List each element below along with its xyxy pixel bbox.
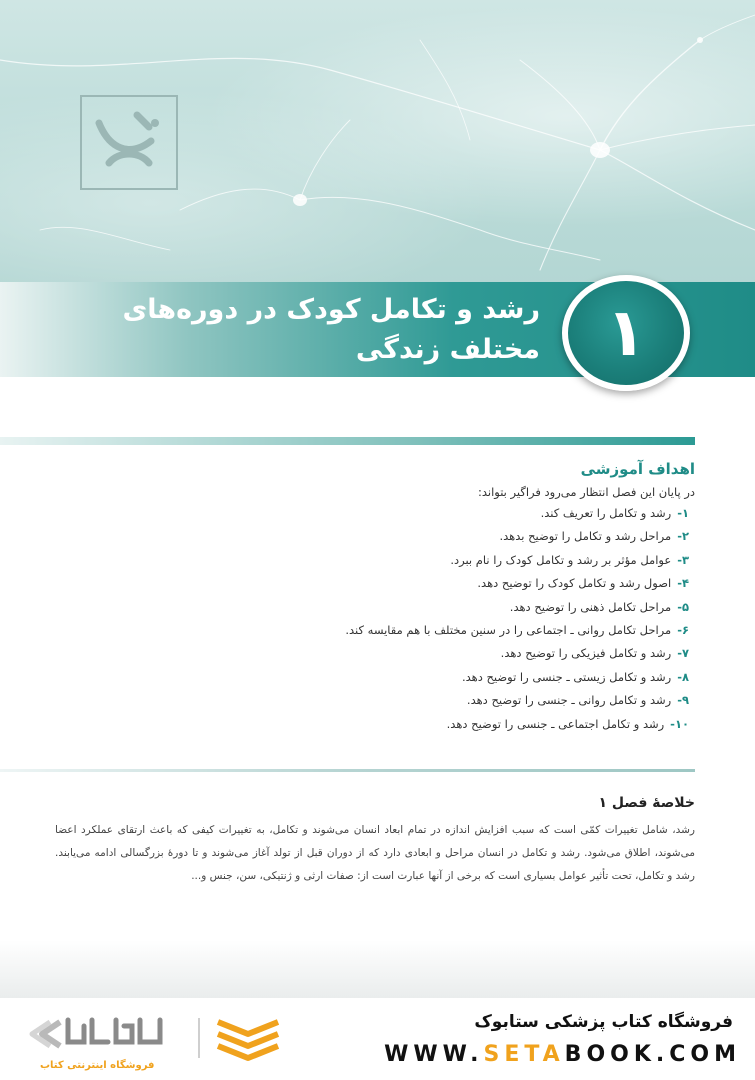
objective-number: ۸- <box>677 669 689 684</box>
objective-item <box>55 549 695 572</box>
objective-number: ۵- <box>677 599 689 614</box>
objectives-list <box>55 502 695 736</box>
store-url-accent: SETA <box>483 1042 565 1067</box>
chapter-number-badge <box>562 275 690 391</box>
chapter-number: ۱ <box>605 294 647 371</box>
objective-item <box>55 642 695 665</box>
summary-paragraph: رشد، شامل تغییرات کمّی است که سبب افزایش اندازه در تمام ابعاد انسان می‌شوند و تکامل، به تغییرات کیفی که باعث ارتقای عملکرد اعضا می‌شوند، اطلاق می‌شود. رشد و تکامل در انسان مراحل و ابعادی دارد که از دوران قبل از تولد آغاز می‌شوند و تا دورهٔ بزرگسالی ادامه می‌یابند. رشد و تکامل، تحت تأثیر عوامل بسیاری است که برخی از آنها عبارت است از: صفات ارثی و ژنتیکی، سن، جنس و... <box>55 824 695 882</box>
chapter-summary <box>55 795 695 888</box>
store-url-prefix: WWW. <box>384 1042 484 1067</box>
chapter-title-line-2: مختلف زندگی <box>355 334 540 365</box>
objective-text: اصول رشد و تکامل کودک را توضیح دهد. <box>477 576 672 591</box>
learning-objectives <box>55 460 695 736</box>
objective-item <box>55 689 695 712</box>
objective-text: رشد و تکامل اجتماعی ـ جنسی را توضیح دهد. <box>446 716 665 731</box>
section-divider-middle <box>0 769 695 772</box>
objective-number: ۴- <box>677 576 689 591</box>
store-name: فروشگاه کتاب پزشکی ستابوک <box>474 1012 733 1032</box>
objective-number: ۷- <box>677 646 689 661</box>
chapter-title-line-1: رشد و تکامل کودک در دوره‌های <box>122 294 540 325</box>
objective-text: رشد و تکامل فیزیکی را توضیح دهد. <box>500 646 672 661</box>
store-url-suffix: BOOK.COM <box>564 1042 741 1067</box>
objective-item <box>55 502 695 525</box>
objective-number: ۹- <box>677 693 689 708</box>
objective-item <box>55 572 695 595</box>
objective-number: ۳- <box>677 552 689 567</box>
objective-text: رشد و تکامل را تعریف کند. <box>540 506 672 520</box>
objective-number: ۱- <box>677 506 689 520</box>
objective-text: رشد و تکامل زیستی ـ جنسی را توضیح دهد. <box>461 669 672 684</box>
section-divider-top <box>0 437 695 445</box>
objective-text: عوامل مؤثر بر رشد و تکامل کودک را نام ببرد. <box>450 552 672 567</box>
chapter-hero-image <box>0 0 755 290</box>
objective-text: مراحل رشد و تکامل را توضیح بدهد. <box>499 529 672 544</box>
store-url[interactable] <box>384 1042 741 1067</box>
objective-item <box>55 596 695 619</box>
objective-text: مراحل تکامل ذهنی را توضیح دهد. <box>509 599 672 614</box>
brand-tagline: فروشگاه اینترنتی کتاب <box>40 1060 155 1071</box>
chapter-title <box>100 290 540 370</box>
objective-number: ۲- <box>677 529 689 544</box>
objective-text: رشد و تکامل روانی ـ جنسی را توضیح دهد. <box>466 693 672 708</box>
objective-item <box>55 525 695 548</box>
footer-fade <box>0 940 755 1000</box>
objective-number: ۶- <box>677 623 689 638</box>
objective-item <box>55 666 695 689</box>
objective-text: مراحل تکامل روانی ـ اجتماعی را در سنین مختلف با هم مقایسه کند. <box>345 623 672 638</box>
objective-item <box>55 619 695 642</box>
setabook-logo-mark <box>20 1012 290 1062</box>
logo-glyph-icon <box>89 103 169 183</box>
objectives-intro: در پایان این فصل انتظار می‌رود فراگیر بتواند: <box>477 485 695 499</box>
objective-item <box>55 713 695 736</box>
summary-heading: خلاصهٔ فصل ۱ <box>598 795 695 811</box>
objectives-heading: اهداف آموزشی <box>580 460 695 478</box>
objective-number: ۱۰- <box>670 716 689 731</box>
publisher-logo <box>80 95 178 190</box>
